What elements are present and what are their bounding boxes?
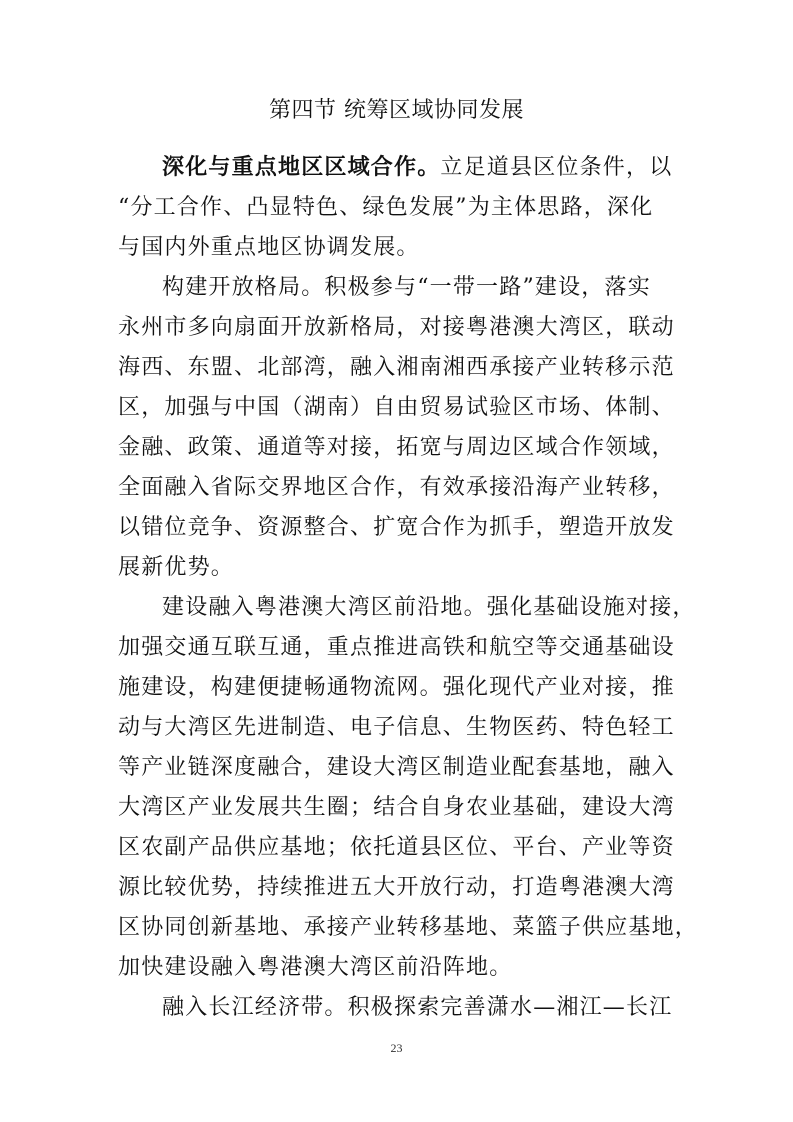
paragraph-line: 加快建设融入粤港澳大湾区前沿阵地。 [118,955,513,980]
page-number: 23 [390,1041,403,1055]
paragraph-line: 建设融入粤港澳大湾区前沿地。强化基础设施对接， [162,595,696,620]
paragraph-open-pattern [118,268,698,588]
paragraph-line: 施建设，构建便捷畅通物流网。强化现代产业对接，推 [118,675,675,700]
paragraph-line: 永州市多向扇面开放新格局，对接粤港澳大湾区，联动 [118,315,675,340]
paragraph-line: 动与大湾区先进制造、电子信息、生物医药、特色轻工 [118,715,675,740]
paragraph-line: 大湾区产业发展共生圈；结合自身农业基础，建设大湾 [118,795,675,820]
paragraph-text: 立足道县区位条件，以 [440,155,673,180]
paragraph-line: 构建开放格局。积极参与“一带一路”建设，落实 [162,275,651,300]
paragraph-line [118,148,698,188]
paragraph-greater-bay-area [118,588,698,988]
paragraph-regional-cooperation [118,148,698,268]
paragraph-line: 区农副产品供应基地；依托道县区位、平台、产业等资 [118,835,675,860]
paragraph-line: “分工合作、凸显特色、绿色发展”为主体思路，深化 [118,195,654,220]
paragraph-line: 以错位竞争、资源整合、扩宽合作为抓手，塑造开放发 [118,515,675,540]
paragraph-line: 全面融入省际交界地区合作，有效承接沿海产业转移， [118,475,675,500]
section-title: 第四节 统筹区域协同发展 [269,98,524,123]
paragraph-line: 等产业链深度融合，建设大湾区制造业配套基地，融入 [118,755,675,780]
paragraph-line: 区协同创新基地、承接产业转移基地、菜篮子供应基地， [118,915,699,940]
paragraph-line: 与国内外重点地区协调发展。 [118,235,420,260]
paragraph-line: 加强交通互联互通，重点推进高铁和航空等交通基础设 [118,635,675,660]
paragraph-line: 海西、东盟、北部湾，融入湘南湘西承接产业转移示范 [118,355,675,380]
paragraph-line: 展新优势。 [118,555,235,580]
paragraph-line: 源比较优势，持续推进五大开放行动，打造粤港澳大湾 [118,875,675,900]
paragraph-line: 区，加强与中国（湖南）自由贸易试验区市场、体制、 [118,395,675,420]
paragraph-heading: 深化与重点地区区域合作。 [162,155,441,180]
paragraph-line: 金融、政策、通道等对接，拓宽与周边区域合作领域， [118,435,675,460]
paragraph-yangtze-economic-belt [118,988,698,1028]
paragraph-line: 融入长江经济带。积极探索完善潇水—湘江—长江 [162,995,673,1020]
